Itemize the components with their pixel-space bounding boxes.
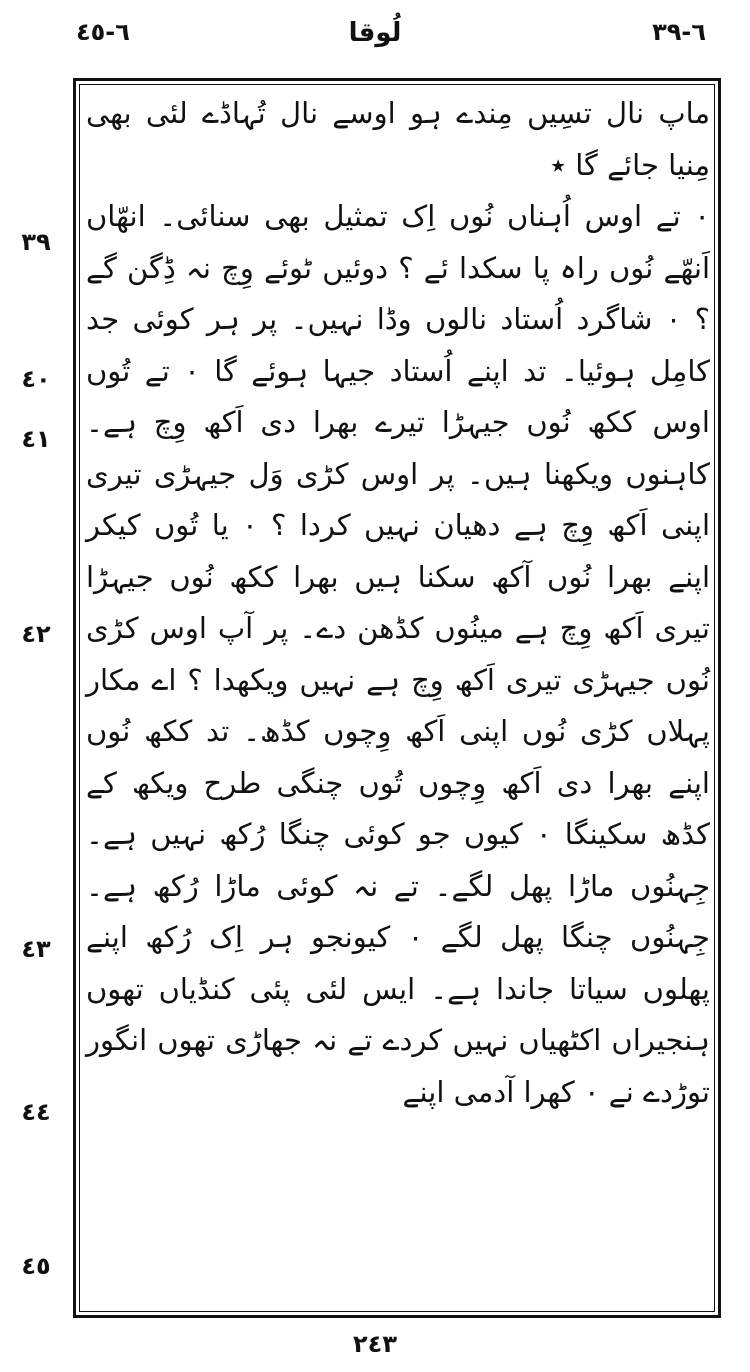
verse-number-41: ٤١: [21, 425, 51, 453]
header-book-title: لُوقا: [348, 18, 402, 48]
paragraph-2: ۰ تے اوس اُہناں نُوں اِک تمثیل بھی سنائی۔ انھّاں اَنھّے نُوں راہ پا سکدا ئے ؟ دوئیں ٹوئے وِچ نہ ڈِگن گے ؟ ۰ شاگرد اُستاد نالوں وڈا نہیں۔ پر ہر کوئی جد کامِل ہوئیا۔ تد اپنے اُستاد جیہا ہوئے گا ۰ تے تُوں اوس ککھ نُوں جیہڑا تیرے بھرا دی اَکھ وِچ ہے۔ کاہنوں ویکھنا ہیں۔ پر اوس کڑی وَل جیہڑی تیری اپنی اَکھ وِچ ہے دھیان نہیں کردا ؟ ۰ یا تُوں کیکر اپنے بھرا نُوں آکھ سکنا ہیں بھرا ککھ نُوں جیہڑا تیری اَکھ وِچ ہے مینُوں کڈھن دے۔ پر آپ اوس کڑی نُوں جیہڑی تیری اَکھ وِچ ہے نہیں ویکھدا ؟ اے مکار پہلاں کڑی نُوں اپنی اَکھ وِچوں کڈھ۔ تد ککھ نُوں اپنے بھرا دی اَکھ وِچوں تُوں چنگی طرح ویکھ کے کڈھ سکینگا ۰ کیوں جو کوئی چنگا رُکھ نہیں ہے۔ جِہنُوں ماڑا پھل لگے۔ تے نہ کوئی ماڑا رُکھ ہے۔ جِہنُوں چنگا پھل لگے ۰ کیونجو ہر اِک رُکھ اپنے پھلوں سیاتا جاندا ہے۔ ایس لئی پئی کنڈیاں تھوں ہنجیراں اکٹھیاں نہیں کردے تے نہ جھاڑی تھوں انگور توڑدے نے ۰ کھرا آدمی اپنے: [86, 199, 710, 1109]
header-verse-range-start: ٦-٣٩: [652, 18, 706, 46]
verse-number-42: ٤٢: [21, 620, 51, 648]
verse-number-39: ٣٩: [21, 228, 51, 256]
verse-number-43: ٤٣: [21, 935, 51, 963]
body-text: [86, 88, 710, 1118]
header-verse-range-end: ٦-٤٥: [76, 18, 130, 46]
verse-number-44: ٤٤: [21, 1098, 51, 1126]
page-number: ٢٤٣: [353, 1330, 397, 1358]
verse-number-45: ٤٥: [21, 1252, 51, 1280]
paragraph-1: ماپ نال تسِیں مِندے ہو اوسے نال تُہاڈے لئی بھی مِنیا جائے گا ٭: [86, 96, 710, 182]
verse-number-40: ٤٠: [21, 365, 51, 393]
